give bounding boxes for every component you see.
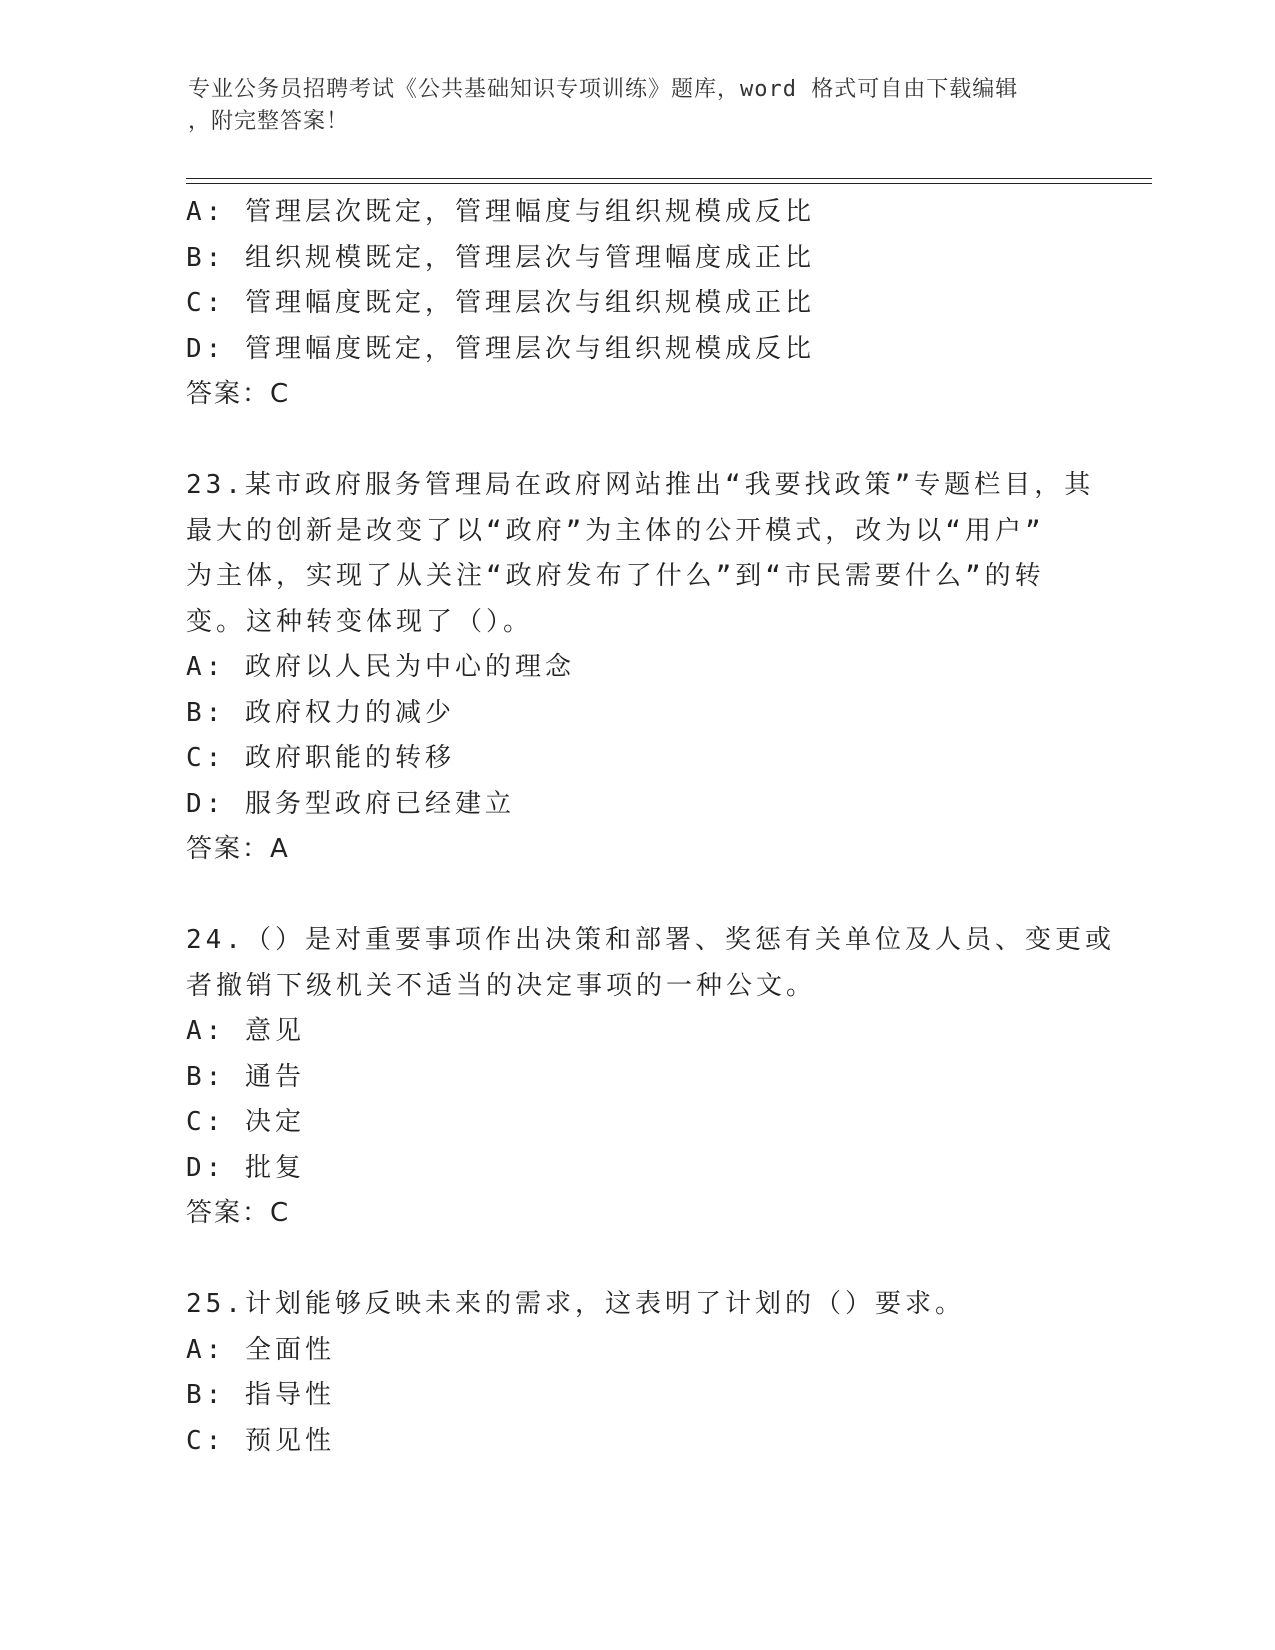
answer: 答案：C — [186, 1198, 291, 1228]
answer: 答案：C — [186, 379, 291, 409]
question-22 — [186, 190, 1086, 418]
option-c: C: 管理幅度既定，管理层次与组织规模成正比 — [186, 288, 815, 318]
question-25 — [186, 1282, 1086, 1464]
option-b: B: 通告 — [186, 1061, 305, 1092]
spacer — [186, 1237, 1086, 1283]
option-d: D: 批复 — [186, 1152, 305, 1183]
question-text-line: 者撤销下级机关不适当的决定事项的一种公文。 — [186, 970, 817, 1001]
answer: 答案：A — [186, 834, 290, 864]
header-divider-bottom — [186, 183, 1152, 184]
option-a: A: 意见 — [186, 1016, 305, 1046]
question-text-line: 最大的创新是改变了以“政府”为主体的公开模式，改为以“用户” — [186, 515, 1045, 546]
question-24 — [186, 918, 1115, 1237]
option-a: A: 政府以人民为中心的理念 — [186, 652, 575, 682]
header-line-1: 专业公务员招聘考试《公共基础知识专项训练》题库，word 格式可自由下载编辑 — [188, 77, 1019, 102]
question-text-line: 变。这种转变体现了（）。 — [186, 606, 534, 637]
question-23 — [186, 463, 1095, 873]
question-text-line: 24.（）是对重要事项作出决策和部署、奖惩有关单位及人员、变更或 — [186, 925, 1115, 955]
spacer — [186, 418, 1086, 464]
option-d: D: 管理幅度既定，管理层次与组织规模成反比 — [186, 333, 815, 364]
option-c: C: 预见性 — [186, 1425, 335, 1456]
option-c: C: 决定 — [186, 1107, 305, 1137]
header-line-2: ，附完整答案！ — [188, 109, 350, 134]
option-b: B: 组织规模既定，管理层次与管理幅度成正比 — [186, 242, 815, 273]
document-header — [188, 74, 1068, 138]
option-b: B: 政府权力的减少 — [186, 697, 455, 728]
header-divider-top — [186, 178, 1152, 179]
question-text-line: 25.计划能够反映未来的需求，这表明了计划的（）要求。 — [186, 1289, 965, 1319]
option-d: D: 服务型政府已经建立 — [186, 788, 515, 819]
question-text-line: 23.某市政府服务管理局在政府网站推出“我要找政策”专题栏目，其 — [186, 470, 1095, 500]
option-a: A: 全面性 — [186, 1334, 335, 1365]
question-content — [186, 190, 1115, 1464]
option-b: B: 指导性 — [186, 1380, 335, 1410]
option-a: A: 管理层次既定，管理幅度与组织规模成反比 — [186, 197, 815, 227]
option-c: C: 政府职能的转移 — [186, 743, 455, 773]
spacer — [186, 873, 1086, 919]
question-text-line: 为主体，实现了从关注“政府发布了什么”到“市民需要什么”的转 — [186, 561, 1045, 591]
